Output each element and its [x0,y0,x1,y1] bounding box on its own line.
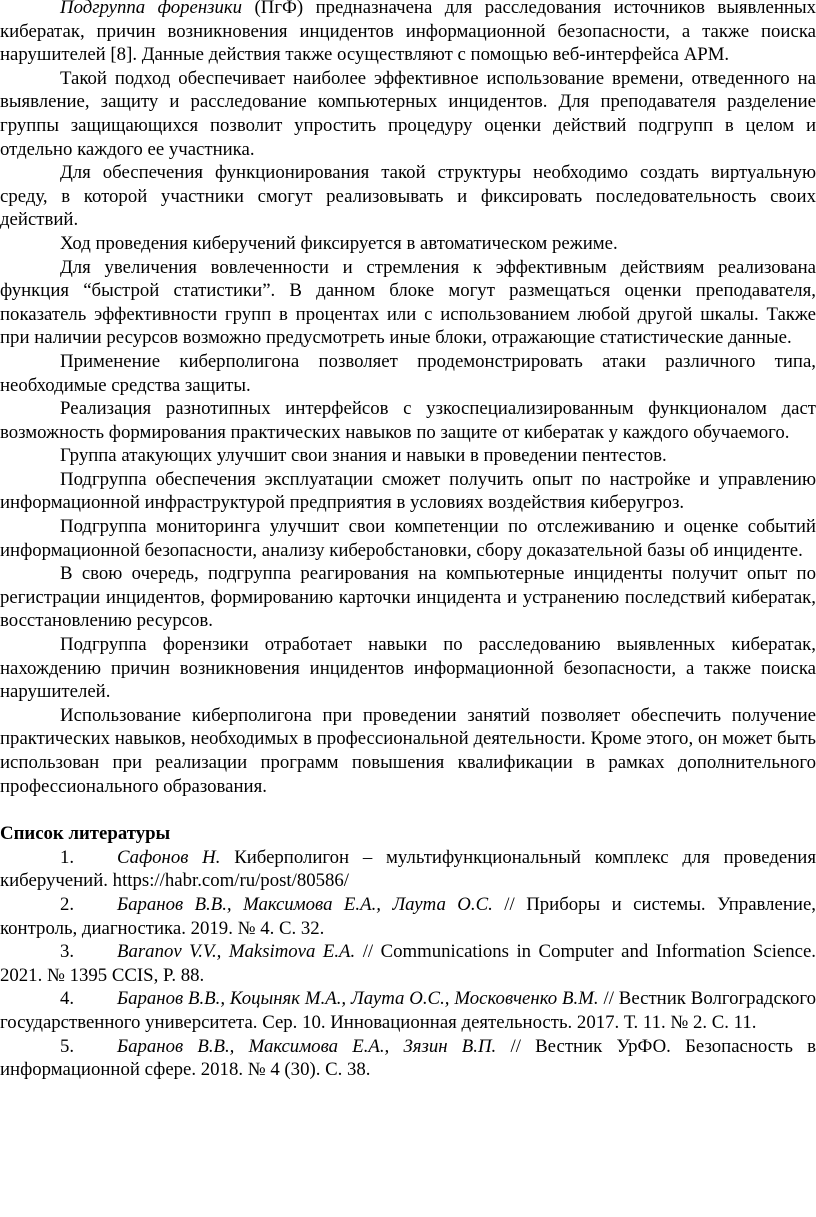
paragraph [0,468,816,515]
reference-number: 5. [60,1035,75,1057]
references-list [0,846,816,1082]
paragraph [0,0,816,67]
paragraph [0,161,816,232]
reference-number: 2. [60,893,75,915]
paragraph [0,67,816,161]
paragraph-text: Подгруппа мониторинга улучшит свои компетенции по отслеживанию и оценке событий информационной безопасности, анализу киберобстановки, сбору доказательной базы об инциденте. [0,516,816,561]
paragraph-text: Для увеличения вовлеченности и стремления к эффективным действиям реализована функция “быстрой статистики”. В данном блоке могут размещаться оценки преподавателя, показатель эффективности групп в процентах или с использованием любой другой шкалы. Также при наличии ресурсов возможно предусмотреть иные блоки, отражающие статистические данные. [0,256,816,349]
reference-item [0,987,816,1034]
paragraph-text: Группа атакующих улучшит свои знания и навыки в проведении пентестов. [60,445,667,467]
reference-item [0,893,816,940]
paragraph-text: (ПгФ) предназначена для расследования источников выявленных кибератак, причин возникновения инцидентов информационной безопасности, а также поиска нарушителей [8]. Данные действия также осуществляют с помощью веб-интерфейса АРМ. [0,0,816,66]
paragraph [0,232,816,256]
paragraph-text: В свою очередь, подгруппа реагирования на компьютерные инциденты получит опыт по регистрации инцидентов, формированию карточки инцидента и устранению последствий кибератак, восстановлению ресурсов. [0,563,816,632]
reference-authors: Баранов В.В., Максимова Е.А., Зязин В.П. [117,1035,497,1057]
reference-number: 1. [60,846,75,868]
paragraph-text: Применение киберполигона позволяет продемонстрировать атаки различного типа, необходимые средства защиты. [0,350,816,396]
paragraph-lead: Подгруппа форензики [60,0,243,18]
paragraph [0,350,816,397]
reference-details: // Вестник УрФО. Безопасность в информационной сфере. 2018. № 4 (30). С. 38. [0,1035,816,1081]
paragraph [0,562,816,633]
paragraph-text: Использование киберполигона при проведении занятий позволяет обеспечить получение практических навыков, необходимых в профессиональной деятельности. Кроме этого, он может быть использован при реализации программ повышения квалификации в рамках дополнительного профессионального образования. [0,704,816,797]
paragraph [0,256,816,350]
reference-number: 3. [60,941,75,963]
paragraph [0,444,816,468]
paragraph-text: Для обеспечения функционирования такой структуры необходимо создать виртуальную среду, в которой участники смогут реализовывать и фиксировать последовательность своих действий. [0,162,816,231]
reference-number: 4. [60,988,75,1010]
references-heading: Список литературы [0,823,171,845]
reference-item [0,1035,816,1082]
reference-details: Киберполигон – мультифункциональный комплекс для проведения киберучений. https://habr.com/ru/post/80586/ [0,846,816,892]
reference-details: // Communications in Computer and Information Science. 2021. № 1395 CCIS, P. 88. [0,941,816,986]
reference-authors: Baranov V.V., Maksimova E.A. [117,941,356,963]
paragraph-text: Подгруппа форензики отработает навыки по расследованию выявленных кибератак, нахождению причин возникновения инцидентов информационной безопасности, а также поиска нарушителей. [0,634,816,703]
paragraph [0,397,816,444]
paragraph-text: Реализация разнотипных интерфейсов с узкоспециализированным функционалом даст возможность формирования практических навыков по защите от кибератак у каждого обучаемого. [0,398,816,443]
reference-item [0,846,816,893]
paragraph [0,704,816,798]
paragraph [0,633,816,704]
reference-authors: Баранов В.В., Максимова Е.А., Лаута О.С. [117,893,493,915]
reference-authors: Сафонов Н. [117,846,221,868]
reference-details: // Приборы и системы. Управление, контроль, диагностика. 2019. № 4. С. 32. [0,893,816,939]
paragraph-text: Подгруппа обеспечения эксплуатации сможет получить опыт по настройке и управлению информационной инфраструктурой предприятия в условиях воздействия киберугроз. [0,468,816,514]
reference-authors: Баранов В.В., Коцыняк М.А., Лаута О.С., Московченко В.М. [117,988,599,1010]
paragraph-text: Ход проведения киберучений фиксируется в автоматическом режиме. [60,232,618,254]
reference-details: // Вестник Волгоградского государственного университета. Сер. 10. Инновационная деятельность. 2017. Т. 11. № 2. С. 11. [0,988,816,1033]
reference-item [0,940,816,987]
paragraph [0,515,816,562]
paragraph-text: Такой подход обеспечивает наиболее эффективное использование времени, отведенного на выявление, защиту и расследование компьютерных инцидентов. Для преподавателя разделение группы защищающихся позволит упростить процедуру оценки действий подгрупп в целом и отдельно каждого ее участника. [0,67,816,160]
